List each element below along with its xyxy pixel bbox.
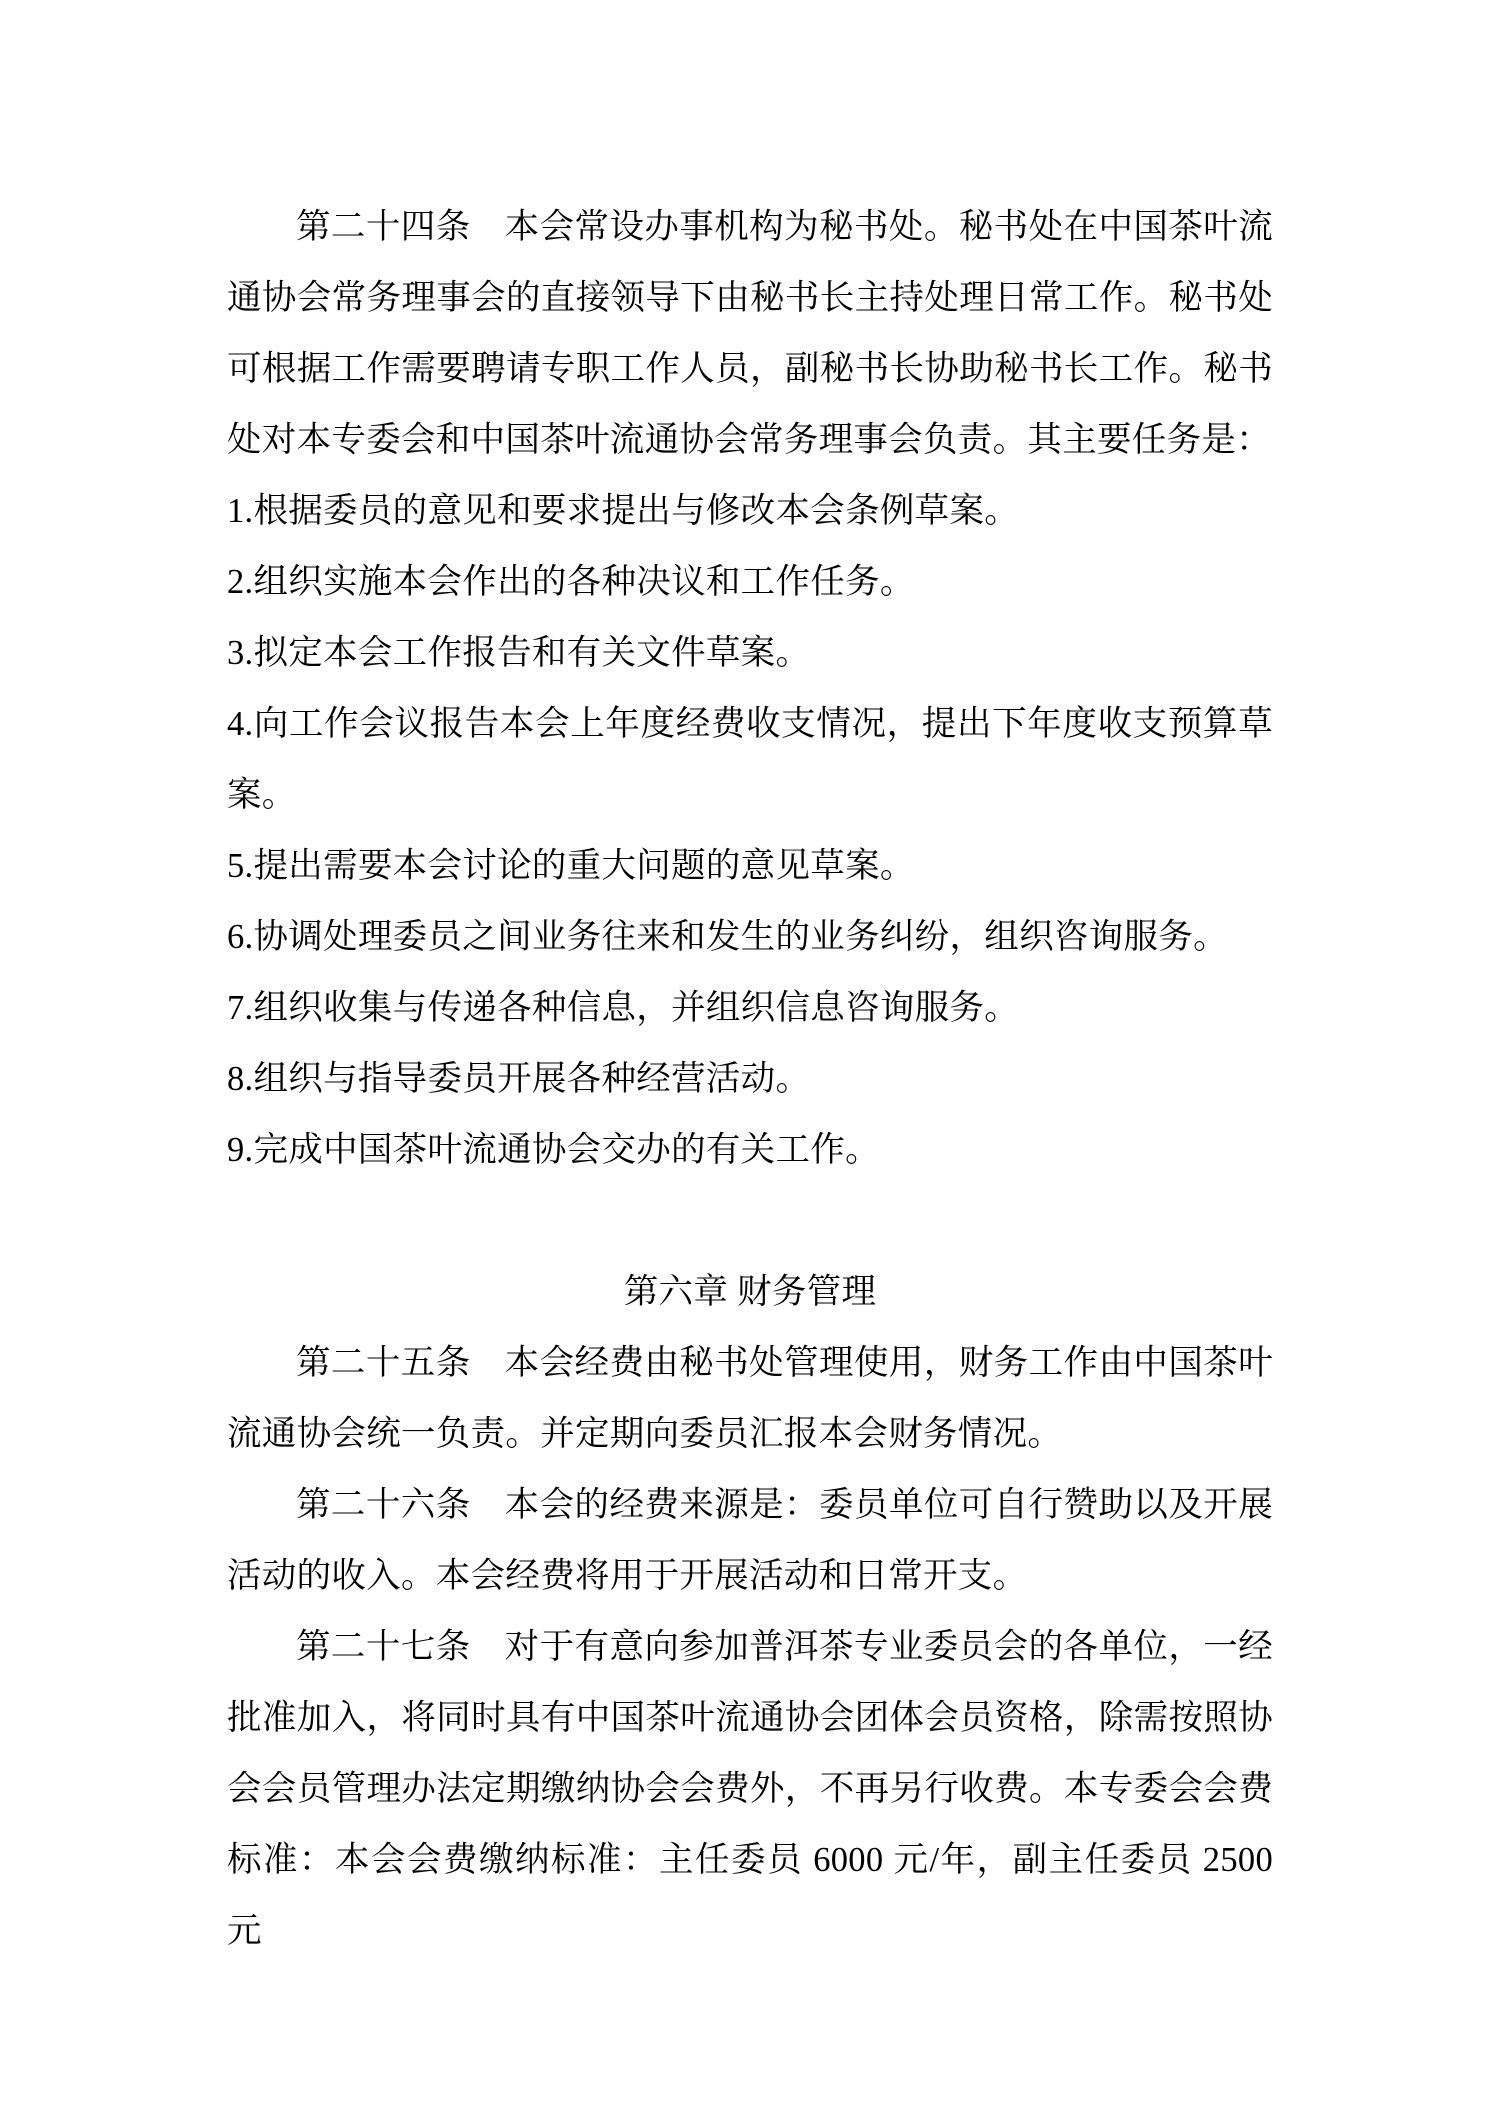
task-item-3: 3.拟定本会工作报告和有关文件草案。 <box>227 634 811 672</box>
article-27 <box>227 1612 1273 1967</box>
task-item-1: 1.根据委员的意见和要求提出与修改本会条例草案。 <box>227 492 1020 530</box>
article-24-label: 第二十四条 <box>296 208 471 246</box>
task-item-9: 9.完成中国茶叶流通协会交办的有关工作。 <box>227 1131 880 1169</box>
task-item-2: 2.组织实施本会作出的各种决议和工作任务。 <box>227 563 915 601</box>
task-item-5: 5.提出需要本会讨论的重大问题的意见草案。 <box>227 847 915 885</box>
document-body <box>227 192 1273 1967</box>
article-24-text: 本会常设办事机构为秘书处。秘书处在中国茶叶流通协会常务理事会的直接领导下由秘书长主持处理日常工作。秘书处可根据工作需要聘请专职工作人员，副秘书长协助秘书长工作。秘书处对本专委会和中国茶叶流通协会常务理事会负责。其主要任务是： <box>227 208 1273 459</box>
task-item-6: 6.协调处理委员之间业务往来和发生的业务纠纷，组织咨询服务。 <box>227 918 1228 956</box>
article-24 <box>227 192 1273 476</box>
article-27-text: 对于有意向参加普洱茶专业委员会的各单位，一经批准加入，将同时具有中国茶叶流通协会团体会员资格，除需按照协会会员管理办法定期缴纳协会会费外，不再另行收费。本专委会会费标准：本会会费缴纳标准：主任委员 6000 元/年，副主任委员 2500 元 <box>227 1628 1273 1950</box>
article-26-text: 本会的经费来源是：委员单位可自行赞助以及开展活动的收入。本会经费将用于开展活动和日常开支。 <box>227 1486 1273 1595</box>
article-26 <box>227 1470 1273 1612</box>
chapter-6-heading: 第六章 财务管理 <box>623 1273 877 1311</box>
article-25-label: 第二十五条 <box>296 1344 471 1382</box>
task-item-7: 7.组织收集与传递各种信息，并组织信息咨询服务。 <box>227 989 1020 1027</box>
task-item-4: 4.向工作会议报告本会上年度经费收支情况，提出下年度收支预算草案。 <box>227 705 1273 814</box>
article-25 <box>227 1328 1273 1470</box>
article-27-label: 第二十七条 <box>296 1628 471 1666</box>
task-item-8: 8.组织与指导委员开展各种经营活动。 <box>227 1060 811 1098</box>
article-26-label: 第二十六条 <box>296 1486 471 1524</box>
article-25-text: 本会经费由秘书处管理使用，财务工作由中国茶叶流通协会统一负责。并定期向委员汇报本会财务情况。 <box>227 1344 1273 1453</box>
